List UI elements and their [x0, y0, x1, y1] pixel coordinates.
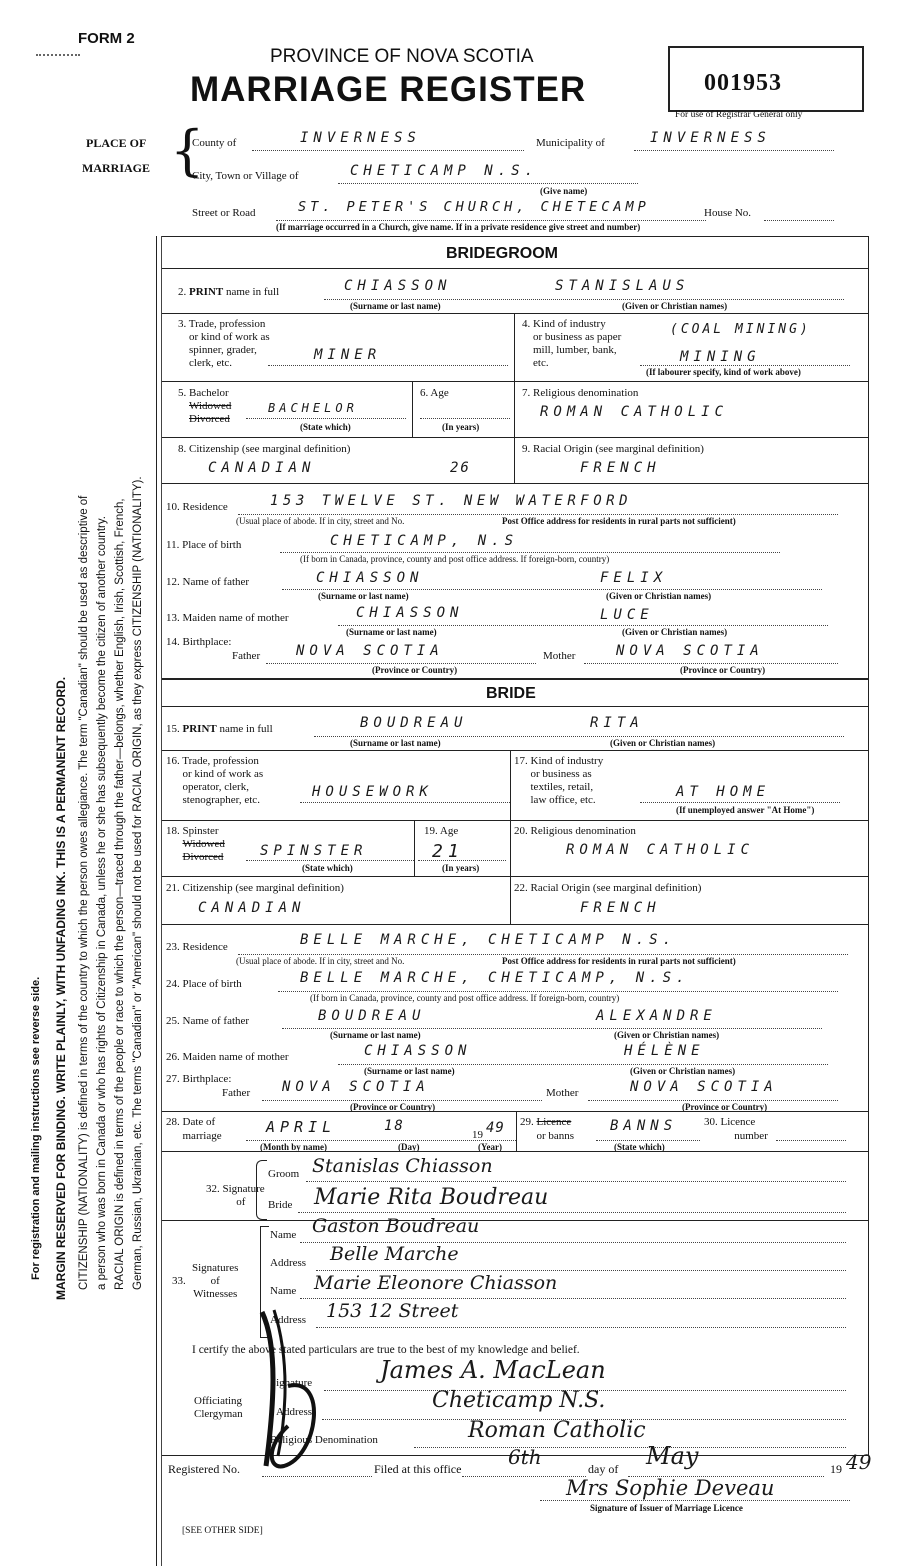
city-label: City, Town or Village of — [192, 170, 299, 182]
banns-caption: (State which) — [614, 1142, 665, 1152]
filed-month: May — [646, 1442, 699, 1470]
bride-given-caption: (Given or Christian names) — [610, 738, 716, 748]
bride-heading: BRIDE — [486, 685, 536, 702]
q33-label: Signatures of Witnesses — [192, 1262, 239, 1300]
q33-number: 33. — [172, 1275, 186, 1287]
q27-mother-label: Mother — [546, 1087, 579, 1099]
groom-signature: Stanislas Chiasson — [312, 1155, 493, 1177]
q2-label: 2. PRINT name in full — [178, 286, 280, 298]
registration-number: 001953 — [704, 70, 782, 96]
side-citizenship-def-2: a person who was born in Canada or who has rights of Citizenship in Canada, unless he or she has subsequently become the citizen of another country. — [96, 516, 108, 1290]
street-label: Street or Road — [192, 207, 256, 219]
groom-industry: MINING — [680, 349, 761, 365]
issuer-signature: Mrs Sophie Deveau — [566, 1476, 775, 1500]
groom-surname: CHIASSON — [344, 278, 452, 294]
groom-mother-given-caption: (Given or Christian names) — [622, 627, 728, 637]
bride-signature: Marie Rita Boudreau — [314, 1185, 549, 1210]
month-caption: (Month by name) — [260, 1142, 327, 1152]
q6-label: 6. Age — [420, 387, 449, 399]
q15-label: 15. PRINT name in full — [166, 723, 273, 735]
bride-sig-label: Bride — [268, 1199, 293, 1211]
bride-father-given-caption: (Given or Christian names) — [614, 1030, 720, 1040]
filed-label: Filed at this office — [374, 1462, 462, 1476]
bride-racial-origin: FRENCH — [580, 900, 661, 916]
bride-years-caption: (In years) — [442, 863, 480, 873]
q21-label: 21. Citizenship (see marginal definition) — [166, 882, 344, 894]
q29-label: 29. Licence or banns — [520, 1116, 575, 1142]
bride-birthplace: BELLE MARCHE, CHETICAMP, N.S. — [300, 970, 690, 986]
w1-address-label: Address — [270, 1257, 307, 1269]
bride-father-birthplace: NOVA SCOTIA — [282, 1079, 430, 1095]
q13-label: 13. Maiden name of mother — [166, 612, 289, 624]
q27-label: 27. Birthplace: — [166, 1073, 232, 1085]
groom-industry-caption: (If labourer specify, kind of work above) — [646, 367, 801, 377]
groom-years-caption: (In years) — [442, 422, 480, 432]
q26-label: 26. Maiden name of mother — [166, 1051, 289, 1063]
bride-mother-surname: CHIASSON — [364, 1043, 472, 1059]
groom-birth-caption: (If born in Canada, province, county and post office address. If foreign-born, country) — [300, 554, 610, 564]
groom-father-surname: CHIASSON — [316, 570, 424, 586]
groom-father-given-caption: (Given or Christian names) — [606, 591, 712, 601]
groom-citizenship: CANADIAN — [208, 460, 316, 476]
bride-status: SPINSTER — [260, 843, 368, 859]
bridegroom-heading: BRIDEGROOM — [446, 245, 558, 262]
province-heading: PROVINCE OF NOVA SCOTIA — [270, 46, 534, 67]
bride-father-surname: BOUDREAU — [318, 1008, 426, 1024]
bride-mother-given-caption: (Given or Christian names) — [630, 1066, 736, 1076]
groom-racial-origin: FRENCH — [580, 460, 661, 476]
municipality-value: INVERNESS — [650, 130, 771, 146]
groom-state-caption: (State which) — [300, 422, 351, 432]
q27-father-label: Father — [222, 1087, 251, 1099]
q7-label: 7. Religious denomination — [522, 387, 639, 399]
clergy-signature: James A. MacLean — [380, 1356, 606, 1384]
q23-label: 23. Residence — [166, 941, 228, 953]
q11-label: 11. Place of birth — [166, 539, 242, 551]
side-margin-warning: MARGIN RESERVED FOR BINDING. WRITE PLAINLY, WITH UNFADING INK. THIS IS A PERMANENT RECORD. — [54, 676, 68, 1300]
bride-father-given: ALEXANDRE — [596, 1008, 717, 1024]
groom-mother-surname-caption: (Surname or last name) — [346, 627, 437, 637]
bride-citizenship: CANADIAN — [198, 900, 306, 916]
bride-mother-given: HÉLÈNE — [624, 1043, 705, 1059]
witness2-name: Marie Eleonore Chiasson — [314, 1272, 558, 1294]
marriage-label: MARRIAGE — [82, 161, 150, 175]
groom-given: STANISLAUS — [555, 278, 690, 294]
house-label: House No. — [704, 207, 752, 219]
q10-label: 10. Residence — [166, 501, 228, 513]
q12-label: 12. Name of father — [166, 576, 250, 588]
witness2-address: 153 12 Street — [326, 1300, 459, 1322]
clergy-address-label: Address — [276, 1406, 313, 1418]
officiating-label: Officiating Clergyman — [194, 1395, 243, 1420]
bride-trade: HOUSEWORK — [312, 784, 433, 800]
side-instructions: For registration and mailing instructions see reverse side. — [30, 976, 42, 1280]
registration-number-box — [668, 46, 864, 112]
groom-sig-label: Groom — [268, 1168, 300, 1180]
day-caption: (Day) — [398, 1142, 420, 1152]
day-of-label: day of — [588, 1462, 619, 1476]
w2-address-label: Address — [270, 1314, 307, 1326]
banns-value: BANNS — [610, 1118, 678, 1134]
w1-name-label: Name — [270, 1229, 297, 1241]
page-title: MARRIAGE REGISTER — [190, 70, 587, 109]
bride-residence: BELLE MARCHE, CHETICAMP N.S. — [300, 932, 677, 948]
municipality-label: Municipality of — [536, 137, 605, 149]
marriage-month: APRIL — [266, 1118, 337, 1136]
bride-mother-birthplace: NOVA SCOTIA — [630, 1079, 778, 1095]
street-value: ST. PETER'S CHURCH, CHETECAMP — [298, 199, 650, 215]
q14-label: 14. Birthplace: — [166, 636, 232, 648]
city-value: CHETICAMP N.S. — [350, 163, 539, 179]
groom-status: BACHELOR — [268, 401, 358, 415]
registered-no-label: Registered No. — [168, 1462, 240, 1476]
see-other-side: [SEE OTHER SIDE] — [182, 1526, 263, 1536]
bride-mother-prov-caption: (Province or Country) — [682, 1102, 768, 1112]
filed-day: 6th — [508, 1445, 542, 1469]
q4-label: 4. Kind of industry or business as paper mill, lumber, bank, etc. — [522, 318, 622, 369]
street-note: (If marriage occurred in a Church, give name. If in a private residence give street and number) — [276, 222, 641, 232]
q24-label: 24. Place of birth — [166, 978, 242, 990]
groom-trade: MINER — [314, 347, 382, 363]
give-name-caption: (Give name) — [540, 186, 588, 196]
side-racial-def-1: RACIAL ORIGIN is defined in terms of the people or race to which the person—traced through the father—belongs, whether English, Irish, Scottish, French, — [114, 498, 126, 1290]
q14-mother-label: Mother — [543, 650, 576, 662]
bride-mother-surname-caption: (Surname or last name) — [364, 1066, 455, 1076]
brace-icon: { — [170, 119, 205, 182]
bride-industry: AT HOME — [676, 784, 771, 800]
ink-flourish — [248, 1306, 328, 1476]
signature-bracket — [256, 1160, 267, 1220]
q20-label: 20. Religious denomination — [514, 825, 636, 837]
marriage-year: 49 — [486, 1120, 505, 1136]
place-of-label: PLACE OF — [86, 136, 147, 150]
groom-age: 26 — [450, 460, 471, 476]
bride-birth-caption: (If born in Canada, province, county and post office address. If foreign-born, country) — [310, 993, 620, 1003]
q25-label: 25. Name of father — [166, 1015, 250, 1027]
groom-father-prov-caption: (Province or Country) — [372, 665, 458, 675]
q22-label: 22. Racial Origin (see marginal definition) — [514, 882, 702, 894]
bride-father-surname-caption: (Surname or last name) — [330, 1030, 421, 1040]
groom-given-caption: (Given or Christian names) — [622, 301, 728, 311]
q19-label: 19. Age — [424, 825, 459, 837]
corner-mark — [36, 54, 80, 56]
groom-industry-note: (COAL MINING) — [670, 322, 811, 337]
bride-religion: ROMAN CATHOLIC — [566, 842, 755, 858]
q18-label: 18. Spinster Widowed Divorced — [166, 825, 225, 863]
bride-given: RITA — [590, 715, 644, 731]
q32-label: 32. Signature of — [206, 1183, 265, 1208]
binding-margin-line — [156, 236, 157, 1566]
bride-father-prov-caption: (Province or Country) — [350, 1102, 436, 1112]
q9-label: 9. Racial Origin (see marginal definition) — [522, 443, 704, 455]
w2-name-label: Name — [270, 1285, 297, 1297]
year-caption: (Year) — [478, 1142, 502, 1152]
side-citizenship-def-1: CITIZENSHIP (NATIONALITY) is defined in terms of the country to which the person owes allegiance. The term "Canadian" should be used as descriptive of — [78, 495, 90, 1290]
q5-label: 5. Bachelor Widowed Divorced — [178, 387, 232, 425]
q14-father-label: Father — [232, 650, 261, 662]
q3-label: 3. Trade, profession or kind of work as spinner, grader, clerk, etc. — [178, 318, 270, 369]
q16-label: 16. Trade, profession or kind of work as operator, clerk, stenographer, etc. — [166, 755, 264, 806]
groom-mother-prov-caption: (Province or Country) — [680, 665, 766, 675]
groom-father-birthplace: NOVA SCOTIA — [296, 643, 444, 659]
filed-year: 49 — [846, 1450, 872, 1474]
issuer-caption: Signature of Issuer of Marriage Licence — [590, 1503, 743, 1513]
bride-residence-caption-b: Post Office address for residents in rural parts not sufficient) — [502, 956, 736, 966]
clergy-address: Cheticamp N.S. — [432, 1388, 606, 1413]
groom-mother-given: LUCE — [600, 607, 654, 623]
filed-year-prefix: 19 — [830, 1462, 842, 1476]
q8-label: 8. Citizenship (see marginal definition) — [178, 443, 351, 455]
q30-label: 30. Licence number — [704, 1116, 768, 1142]
groom-residence-caption-a: (Usual place of abode. If in city, street and No. — [236, 516, 405, 526]
side-racial-def-2: German, Russian, Ukrainian, etc. The terms "Canadian" or "American" should not be used for RACIAL ORIGIN, as they express CITIZENSHIP (NATIONALITY). — [132, 476, 144, 1290]
clergy-denomination: Roman Catholic — [468, 1418, 646, 1443]
bride-surname: BOUDREAU — [360, 715, 468, 731]
q17-label: 17. Kind of industry or business as textiles, retail, law office, etc. — [514, 755, 604, 806]
bride-age: 21 — [432, 841, 464, 862]
groom-religion: ROMAN CATHOLIC — [540, 404, 729, 420]
certification-text: I certify the above stated particulars are true to the best of my knowledge and belief. — [192, 1344, 580, 1356]
clergy-signature-label: Signature — [270, 1377, 313, 1389]
groom-father-given: FELIX — [600, 570, 668, 586]
witness1-address: Belle Marche — [330, 1243, 459, 1265]
groom-surname-caption: (Surname or last name) — [350, 301, 441, 311]
groom-mother-surname: CHIASSON — [356, 605, 464, 621]
marriage-day: 18 — [384, 1118, 405, 1134]
county-label: County of — [192, 137, 237, 149]
clergy-denomination-label: Religious Denomination — [270, 1434, 378, 1446]
witness1-name: Gaston Boudreau — [312, 1215, 480, 1237]
form-number: FORM 2 — [78, 30, 135, 47]
groom-father-surname-caption: (Surname or last name) — [318, 591, 409, 601]
marriage-year-prefix: 19 — [472, 1129, 483, 1141]
registrar-note: For use of Registrar General only — [675, 110, 803, 120]
q28-label: 28. Date of marriage — [166, 1116, 222, 1142]
bride-industry-caption: (If unemployed answer "At Home") — [676, 805, 815, 815]
bride-state-caption: (State which) — [302, 863, 353, 873]
groom-residence-caption-b: Post Office address for residents in rural parts not sufficient) — [502, 516, 736, 526]
groom-mother-birthplace: NOVA SCOTIA — [616, 643, 764, 659]
groom-birthplace: CHETICAMP, N.S — [330, 533, 519, 549]
bride-residence-caption-a: (Usual place of abode. If in city, street and No. — [236, 956, 405, 966]
groom-residence: 153 TWELVE ST. NEW WATERFORD — [270, 493, 633, 509]
county-value: INVERNESS — [300, 130, 421, 146]
bride-surname-caption: (Surname or last name) — [350, 738, 441, 748]
